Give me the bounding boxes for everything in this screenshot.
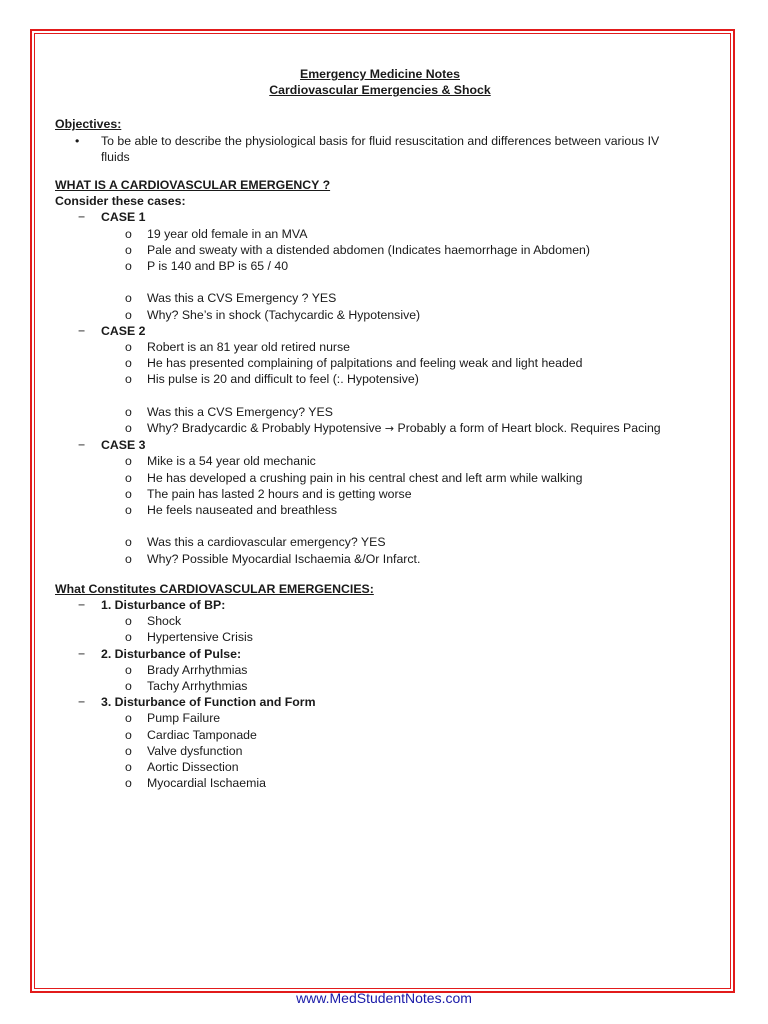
list-bullet-marker: o — [125, 630, 132, 645]
list-bullet-marker: o — [125, 226, 132, 241]
list-item — [55, 371, 705, 387]
dash-marker: − — [78, 646, 86, 661]
list-bullet-marker: o — [125, 404, 132, 419]
list-item-text: Robert is an 81 year old retired nurse — [147, 340, 351, 355]
objective-text-line-1: To be able to describe the physiological basis for fluid resuscitation and differences between various IV — [101, 133, 660, 148]
list-item-text: Shock — [147, 614, 182, 629]
dash-marker: − — [78, 695, 86, 710]
list-item — [55, 710, 705, 726]
list-bullet-marker: o — [125, 551, 132, 566]
bullet-marker: • — [75, 133, 80, 148]
list-item-text: Valve dysfunction — [147, 743, 243, 758]
list-item-text: P is 140 and BP is 65 / 40 — [147, 259, 289, 274]
list-item-text: He has presented complaining of palpitations and feeling weak and light headed — [147, 356, 583, 371]
list-item-text: Pump Failure — [147, 711, 221, 726]
cases-intro: Consider these cases: — [55, 194, 186, 209]
list-bullet-marker: o — [125, 535, 132, 550]
spacer — [55, 518, 705, 534]
list-item — [55, 404, 705, 420]
list-item-text: Was this a CVS Emergency ? YES — [147, 291, 337, 306]
list-item — [55, 420, 705, 437]
list-item-text: He has developed a crushing pain in his central chest and left arm while walking — [147, 470, 583, 485]
footer-website-link[interactable]: www.MedStudentNotes.com — [296, 990, 472, 1006]
list-item-text: He feels nauseated and breathless — [147, 503, 338, 518]
section-constitutes-heading: What Constitutes CARDIOVASCULAR EMERGENCIES: — [55, 581, 374, 596]
list-item — [55, 339, 705, 355]
list-bullet-marker: o — [125, 470, 132, 485]
group-pulse-label: − 2. Disturbance of Pulse: — [78, 646, 242, 661]
group-function-label: − 3. Disturbance of Function and Form — [78, 695, 316, 710]
case-3-label: − CASE 3 — [78, 438, 146, 453]
list-bullet-marker: o — [125, 743, 132, 758]
list-item — [55, 470, 705, 486]
arrow-right-icon: → — [384, 422, 395, 436]
list-item — [55, 486, 705, 502]
objectives-heading: Objectives: — [55, 117, 122, 132]
list-item-text: Why? She’s in shock (Tachycardic & Hypotensive) — [147, 307, 421, 322]
list-item-text: 19 year old female in an MVA — [147, 226, 308, 241]
list-bullet-marker: o — [125, 486, 132, 501]
section-cvs-emergency-heading: WHAT IS A CARDIOVASCULAR EMERGENCY ? — [55, 178, 331, 193]
list-bullet-marker: o — [125, 760, 132, 775]
list-item-text: Mike is a 54 year old mechanic — [147, 454, 316, 469]
list-item — [55, 759, 705, 775]
list-item — [55, 290, 705, 306]
list-bullet-marker: o — [125, 421, 132, 436]
objective-text-line-2: fluids — [101, 149, 130, 164]
list-item — [55, 775, 705, 791]
document-subtitle: Cardiovascular Emergencies & Shock — [269, 83, 491, 98]
list-item — [55, 551, 705, 567]
list-item — [55, 226, 705, 242]
list-bullet-marker: o — [125, 614, 132, 629]
list-item-text: Why? Possible Myocardial Ischaemia &/Or Infarct. — [147, 551, 421, 566]
list-item — [55, 453, 705, 469]
list-item-text: The pain has lasted 2 hours and is getting worse — [147, 486, 412, 501]
document-title: Emergency Medicine Notes — [300, 67, 460, 81]
list-bullet-marker: o — [125, 291, 132, 306]
objective-item — [55, 133, 705, 165]
list-bullet-marker: o — [125, 662, 132, 677]
list-bullet-marker: o — [125, 776, 132, 791]
list-item — [55, 743, 705, 759]
list-item-text: Hypertensive Crisis — [147, 630, 253, 645]
list-bullet-marker: o — [125, 259, 132, 274]
list-bullet-marker: o — [125, 711, 132, 726]
list-bullet-marker: o — [125, 356, 132, 371]
list-bullet-marker: o — [125, 340, 132, 355]
list-item-text: Was this a cardiovascular emergency? YES — [147, 535, 386, 550]
list-item — [55, 727, 705, 743]
list-bullet-marker: o — [125, 503, 132, 518]
group-bp-label: − 1. Disturbance of BP: — [78, 598, 226, 613]
dash-marker: − — [78, 323, 86, 338]
list-item-text: Pale and sweaty with a distended abdomen (Indicates haemorrhage in Abdomen) — [147, 242, 590, 257]
case-2-label: − CASE 2 — [78, 323, 146, 338]
list-item — [55, 502, 705, 518]
list-bullet-marker: o — [125, 307, 132, 322]
list-item-text: Tachy Arrhythmias — [147, 679, 248, 694]
list-item — [55, 258, 705, 274]
list-item — [55, 662, 705, 678]
list-item-text: Cardiac Tamponade — [147, 727, 257, 742]
document-body — [55, 66, 705, 791]
spacer — [55, 274, 705, 290]
list-item-text: Why? Bradycardic & Probably Hypotensive — [147, 421, 382, 436]
list-bullet-marker: o — [125, 454, 132, 469]
list-item — [55, 678, 705, 694]
list-bullet-marker: o — [125, 679, 132, 694]
list-item-text: Myocardial Ischaemia — [147, 776, 266, 791]
dash-marker: − — [78, 598, 86, 613]
list-bullet-marker: o — [125, 727, 132, 742]
list-item — [55, 355, 705, 371]
list-item-text: Probably a form of Heart block. Requires Pacing — [397, 421, 661, 436]
list-bullet-marker: o — [125, 242, 132, 257]
list-bullet-marker: o — [125, 372, 132, 387]
list-item-text: Brady Arrhythmias — [147, 662, 248, 677]
list-item-text: His pulse is 20 and difficult to feel (:. Hypotensive) — [147, 372, 419, 387]
dash-marker: − — [78, 210, 86, 225]
list-item-text: Was this a CVS Emergency? YES — [147, 404, 333, 419]
spacer — [55, 388, 705, 404]
list-item — [55, 534, 705, 550]
list-item — [55, 307, 705, 323]
list-item — [55, 613, 705, 629]
list-item — [55, 242, 705, 258]
list-item-text: Aortic Dissection — [147, 760, 239, 775]
dash-marker: − — [78, 438, 86, 453]
case-1-label: − CASE 1 — [78, 210, 146, 225]
list-item — [55, 629, 705, 645]
